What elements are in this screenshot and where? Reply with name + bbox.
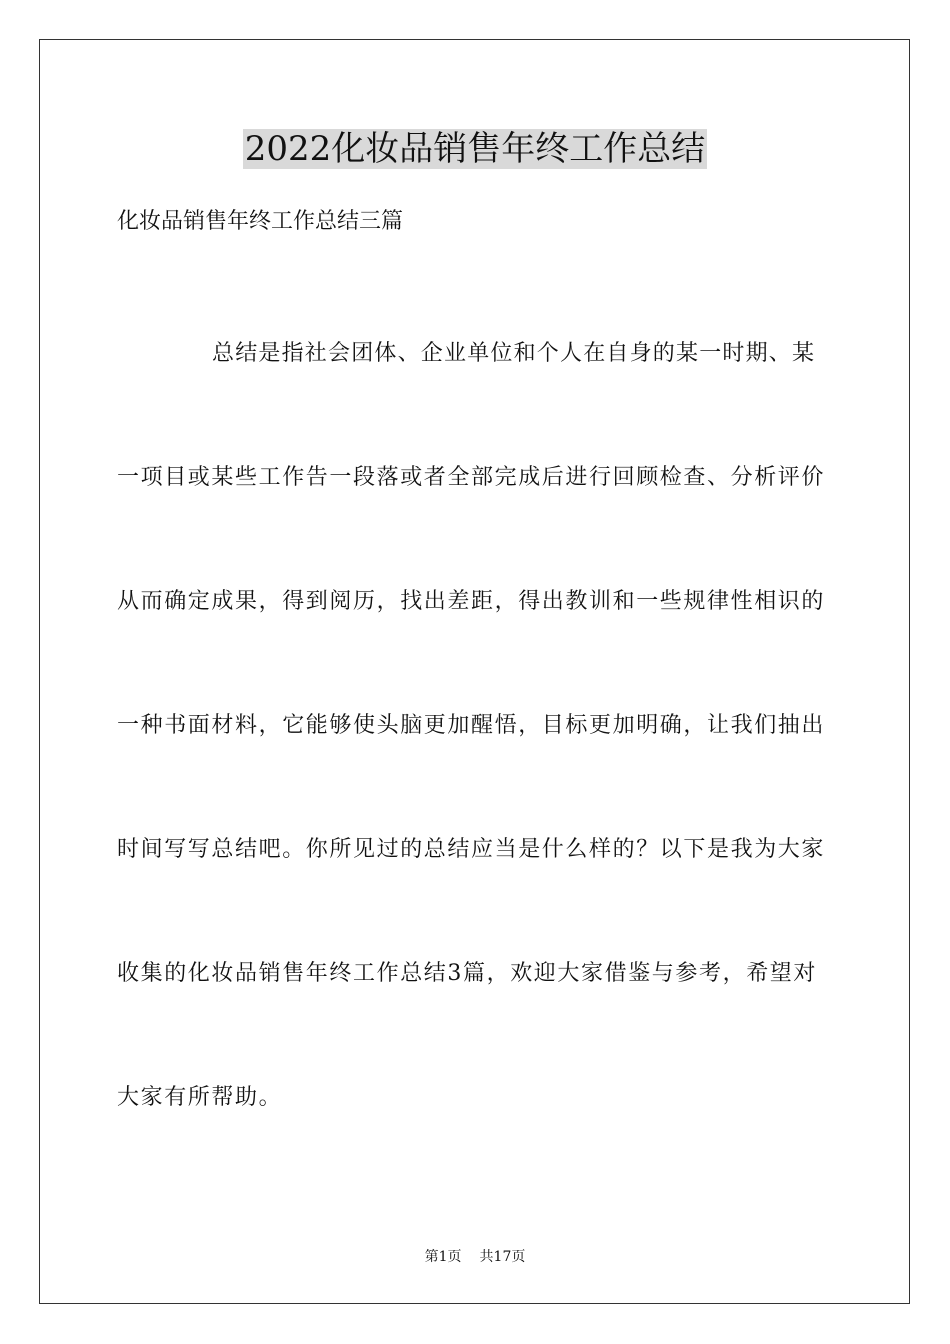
body-line-4: 一种书面材料，它能够使头脑更加醒悟，目标更加明确，让我们抽出 [117,713,826,738]
page-number: 第1页 [424,1249,462,1265]
body-line-6: 收集的化妆品销售年终工作总结3篇，欢迎大家借鉴与参考，希望对 [117,961,817,986]
document-subtitle: 化妆品销售年终工作总结三篇 [117,209,404,234]
body-line-5: 时间写写总结吧。你所见过的总结应当是什么样的？以下是我为大家 [117,837,826,862]
document-title-text: 2022化妆品销售年终工作总结 [244,129,706,169]
body-line-1: 总结是指社会团体、企业单位和个人在自身的某一时期、某 [212,341,816,366]
body-line-7: 大家有所帮助。 [117,1085,283,1110]
document-title [0,125,950,173]
body-line-2: 一项目或某些工作告一段落或者全部完成后进行回顾检查、分析评价 [117,465,826,490]
body-line-3: 从而确定成果，得到阅历，找出差距，得出教训和一些规律性相识的 [117,589,826,614]
page-total: 共17页 [479,1249,526,1265]
page-footer [0,1247,950,1267]
